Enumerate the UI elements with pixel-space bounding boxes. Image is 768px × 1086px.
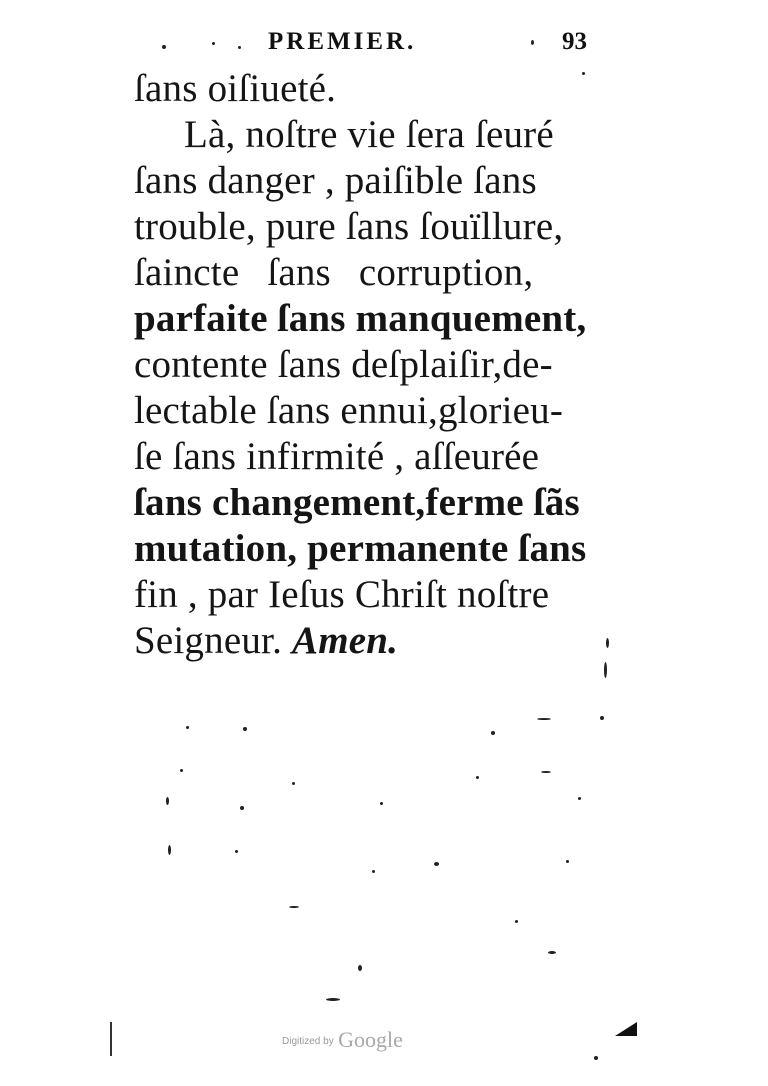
scan-speck xyxy=(531,40,534,45)
scan-speck xyxy=(240,806,244,810)
corner-mark xyxy=(615,1022,637,1036)
scan-speck xyxy=(168,845,171,855)
scan-speck xyxy=(548,951,556,954)
scan-speck xyxy=(212,42,215,45)
text-line: ſans danger , paiſible ſans xyxy=(134,159,537,202)
page-number: 93 xyxy=(562,28,587,55)
scan-speck xyxy=(166,797,169,805)
scan-speck xyxy=(162,45,166,49)
scan-speck xyxy=(582,72,585,75)
scan-speck xyxy=(491,731,495,735)
scan-speck xyxy=(358,965,362,971)
scan-speck xyxy=(515,920,518,923)
text-line: contente ſans deſplaiſir,de- xyxy=(134,343,553,386)
running-head-title: PREMIER. xyxy=(268,28,417,55)
scan-speck xyxy=(380,802,383,805)
scan-speck xyxy=(186,726,189,729)
scan-speck xyxy=(238,46,241,49)
scan-speck xyxy=(600,716,604,720)
scan-speck xyxy=(289,906,299,908)
text-line: parfaite ſans manquement, xyxy=(134,297,587,340)
scan-speck xyxy=(566,860,569,863)
text-line: mutation, permanente ſans xyxy=(134,527,587,570)
text-line: lectable ſans ennui,glorieu- xyxy=(134,389,564,432)
last-text-line xyxy=(134,618,614,664)
digitization-credit xyxy=(282,1027,403,1053)
scan-speck xyxy=(476,776,479,779)
scan-edge-mark xyxy=(110,1022,112,1056)
text-line: ſe ſans infirmité , aſſeurée xyxy=(134,435,540,478)
text-line: ſans changement,ferme ſãs xyxy=(134,481,580,524)
scan-speck xyxy=(243,727,247,731)
scan-speck xyxy=(292,782,295,785)
google-logo: Google xyxy=(338,1027,403,1052)
scan-speck xyxy=(326,998,340,1001)
scan-speck xyxy=(537,718,551,720)
body-text xyxy=(134,66,614,664)
scan-speck xyxy=(606,638,609,648)
scan-speck xyxy=(434,862,439,866)
scan-speck xyxy=(578,797,581,800)
scan-speck xyxy=(235,850,238,853)
scan-speck xyxy=(180,769,183,772)
text-line: trouble, pure ſans ſouïllure, xyxy=(134,205,564,248)
text-line: fin , par Ieſus Chriſt noſtre xyxy=(134,573,550,616)
text-line: Là, noſtre vie ſera ſeuré xyxy=(184,113,554,156)
text-line: ſans oiſiueté. xyxy=(134,67,337,110)
seigneur-word: Seigneur. xyxy=(134,619,283,662)
digitized-label: Digitized by xyxy=(282,1036,334,1047)
scan-speck xyxy=(594,1056,598,1060)
text-line: ſaincte ſans corruption, xyxy=(134,251,534,294)
amen-word: Amen. xyxy=(291,619,399,662)
scan-speck xyxy=(372,870,375,873)
scan-speck xyxy=(541,771,551,773)
scan-speck xyxy=(604,662,607,678)
